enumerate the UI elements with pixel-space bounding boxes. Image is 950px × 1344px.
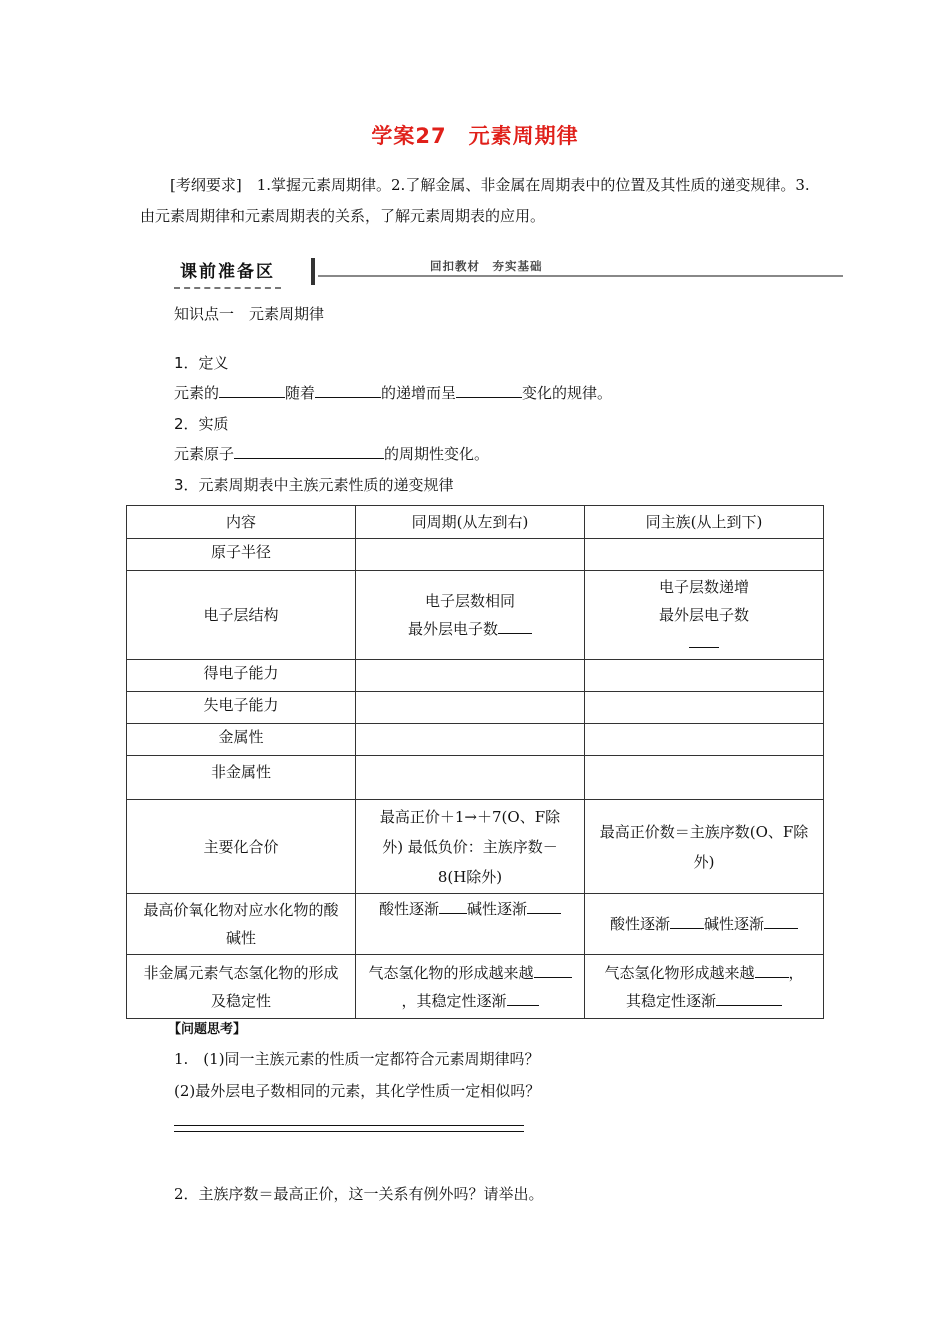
fill-blank[interactable] — [689, 633, 719, 648]
def-part-3: 的递增而呈 — [381, 384, 457, 402]
table-row — [127, 724, 824, 756]
table-row — [127, 894, 824, 955]
exam-requirements: [考纲要求] 1.掌握元素周期律。2.了解金属、非金属在周期表中的位置及其性质的递变规律。3.由元素周期律和元素周期表的关系，了解元素周期表的应用。 — [140, 176, 810, 225]
cell-line: 电子层数相同 — [424, 592, 515, 610]
cell-line: 最外层电子数 — [658, 606, 749, 624]
cell-text: 酸性逐渐 — [609, 915, 670, 933]
fill-blank[interactable] — [527, 899, 561, 914]
table-header-row — [127, 506, 824, 539]
row-label: 主要化合价 — [127, 800, 356, 894]
essence-part-2: 的周期性变化。 — [384, 445, 490, 463]
cell-text: 酸性逐渐 — [378, 900, 439, 918]
table-cell[interactable] — [356, 539, 585, 571]
row-label: 最高价氧化物对应水化物的酸碱性 — [127, 894, 356, 955]
cell-line — [589, 629, 819, 657]
definition-heading: 1．定义 — [174, 354, 229, 372]
table-cell[interactable] — [356, 692, 585, 724]
essence-part-1: 元素原子 — [174, 445, 235, 463]
row-label: 非金属性 — [127, 756, 356, 800]
table-cell — [585, 571, 824, 660]
table-cell[interactable] — [585, 539, 824, 571]
fill-blank[interactable] — [764, 914, 798, 929]
table-cell — [585, 894, 824, 955]
table-row — [127, 800, 824, 894]
table-row — [127, 692, 824, 724]
table-row — [127, 539, 824, 571]
cell-line — [589, 987, 819, 1015]
table-cell — [585, 955, 824, 1019]
table-cell[interactable] — [356, 660, 585, 692]
cell-line — [589, 959, 819, 987]
table-cell — [356, 894, 585, 955]
def-part-4: 变化的规律。 — [522, 384, 613, 402]
table-row — [127, 660, 824, 692]
cell-text: 气态氢化物的形成越来越 — [368, 963, 534, 982]
answer-line[interactable] — [174, 1131, 524, 1132]
row-label: 非金属元素气态氢化物的形成及稳定性 — [127, 955, 356, 1019]
page-title: 学案27 元素周期律 — [371, 124, 579, 148]
section-banner-subtitle: 回扣教材 夯实基础 — [430, 259, 543, 273]
cell-text: 最外层电子数 — [407, 620, 498, 638]
cell-text: ， — [788, 963, 804, 982]
periodic-trend-table — [126, 505, 824, 1019]
cell-text: 碱性逐渐 — [467, 900, 528, 918]
fill-blank[interactable] — [755, 963, 789, 978]
header-cell: 同周期(从左到右) — [356, 506, 585, 539]
table-cell[interactable] — [585, 692, 824, 724]
row-label: 得电子能力 — [127, 660, 356, 692]
table-cell — [356, 955, 585, 1019]
table-cell: 最高正价＋1→＋7(O、F除外) 最低负价：主族序数－8(H除外) — [356, 800, 585, 894]
fill-blank[interactable] — [219, 383, 285, 398]
definition-text — [174, 382, 612, 403]
row-label: 电子层结构 — [127, 571, 356, 660]
table-row — [127, 955, 824, 1019]
row-label: 原子半径 — [127, 539, 356, 571]
essence-text — [174, 443, 489, 464]
essence-heading: 2．实质 — [174, 415, 229, 433]
banner-divider — [311, 258, 315, 285]
table-cell — [356, 571, 585, 660]
fill-blank[interactable] — [562, 963, 572, 978]
question-1-part-1: 1. (1)同一主族元素的性质一定都符合元素周期律吗？ — [174, 1050, 540, 1068]
fill-blank[interactable] — [534, 963, 562, 978]
table-cell[interactable] — [356, 724, 585, 756]
cell-line — [360, 615, 580, 643]
cell-line: 电子层数递增 — [658, 578, 749, 596]
fill-blank[interactable] — [439, 899, 467, 914]
section-banner-title: 课前准备区 — [174, 257, 281, 289]
fill-blank[interactable] — [670, 914, 704, 929]
cell-text: 气态氢化物形成越来越 — [604, 963, 755, 982]
fill-blank[interactable] — [498, 619, 532, 634]
table-cell[interactable] — [585, 724, 824, 756]
knowledge-point-heading: 知识点一 元素周期律 — [174, 305, 325, 323]
def-part-1: 元素的 — [174, 384, 220, 402]
row-label: 失电子能力 — [127, 692, 356, 724]
table-cell[interactable] — [356, 756, 585, 800]
table-cell: 最高正价数＝主族序数(O、F除外) — [585, 800, 824, 894]
questions-heading: 【问题思考】 — [168, 1022, 247, 1037]
cell-text: 碱性逐渐 — [704, 915, 765, 933]
table-cell[interactable] — [585, 756, 824, 800]
table-row — [127, 756, 824, 800]
cell-text: 其稳定性逐渐 — [625, 991, 716, 1010]
row-label: 金属性 — [127, 724, 356, 756]
cell-text: ，其稳定性逐渐 — [401, 991, 507, 1010]
fill-blank[interactable] — [456, 383, 522, 398]
table-row — [127, 571, 824, 660]
fill-blank[interactable] — [716, 991, 782, 1006]
fill-blank[interactable] — [234, 444, 384, 459]
def-part-2: 随着 — [285, 384, 316, 402]
header-cell: 内容 — [127, 506, 356, 539]
table-cell[interactable] — [585, 660, 824, 692]
banner-rule — [318, 275, 843, 277]
fill-blank[interactable] — [507, 991, 539, 1006]
header-cell: 同主族(从上到下) — [585, 506, 824, 539]
fill-blank[interactable] — [315, 383, 381, 398]
table-heading: 3．元素周期表中主族元素性质的递变规律 — [174, 476, 454, 494]
question-1-part-2: (2)最外层电子数相同的元素，其化学性质一定相似吗？ — [174, 1082, 541, 1100]
answer-line[interactable] — [174, 1125, 524, 1126]
question-2: 2．主族序数＝最高正价，这一关系有例外吗？请举出。 — [174, 1185, 544, 1203]
